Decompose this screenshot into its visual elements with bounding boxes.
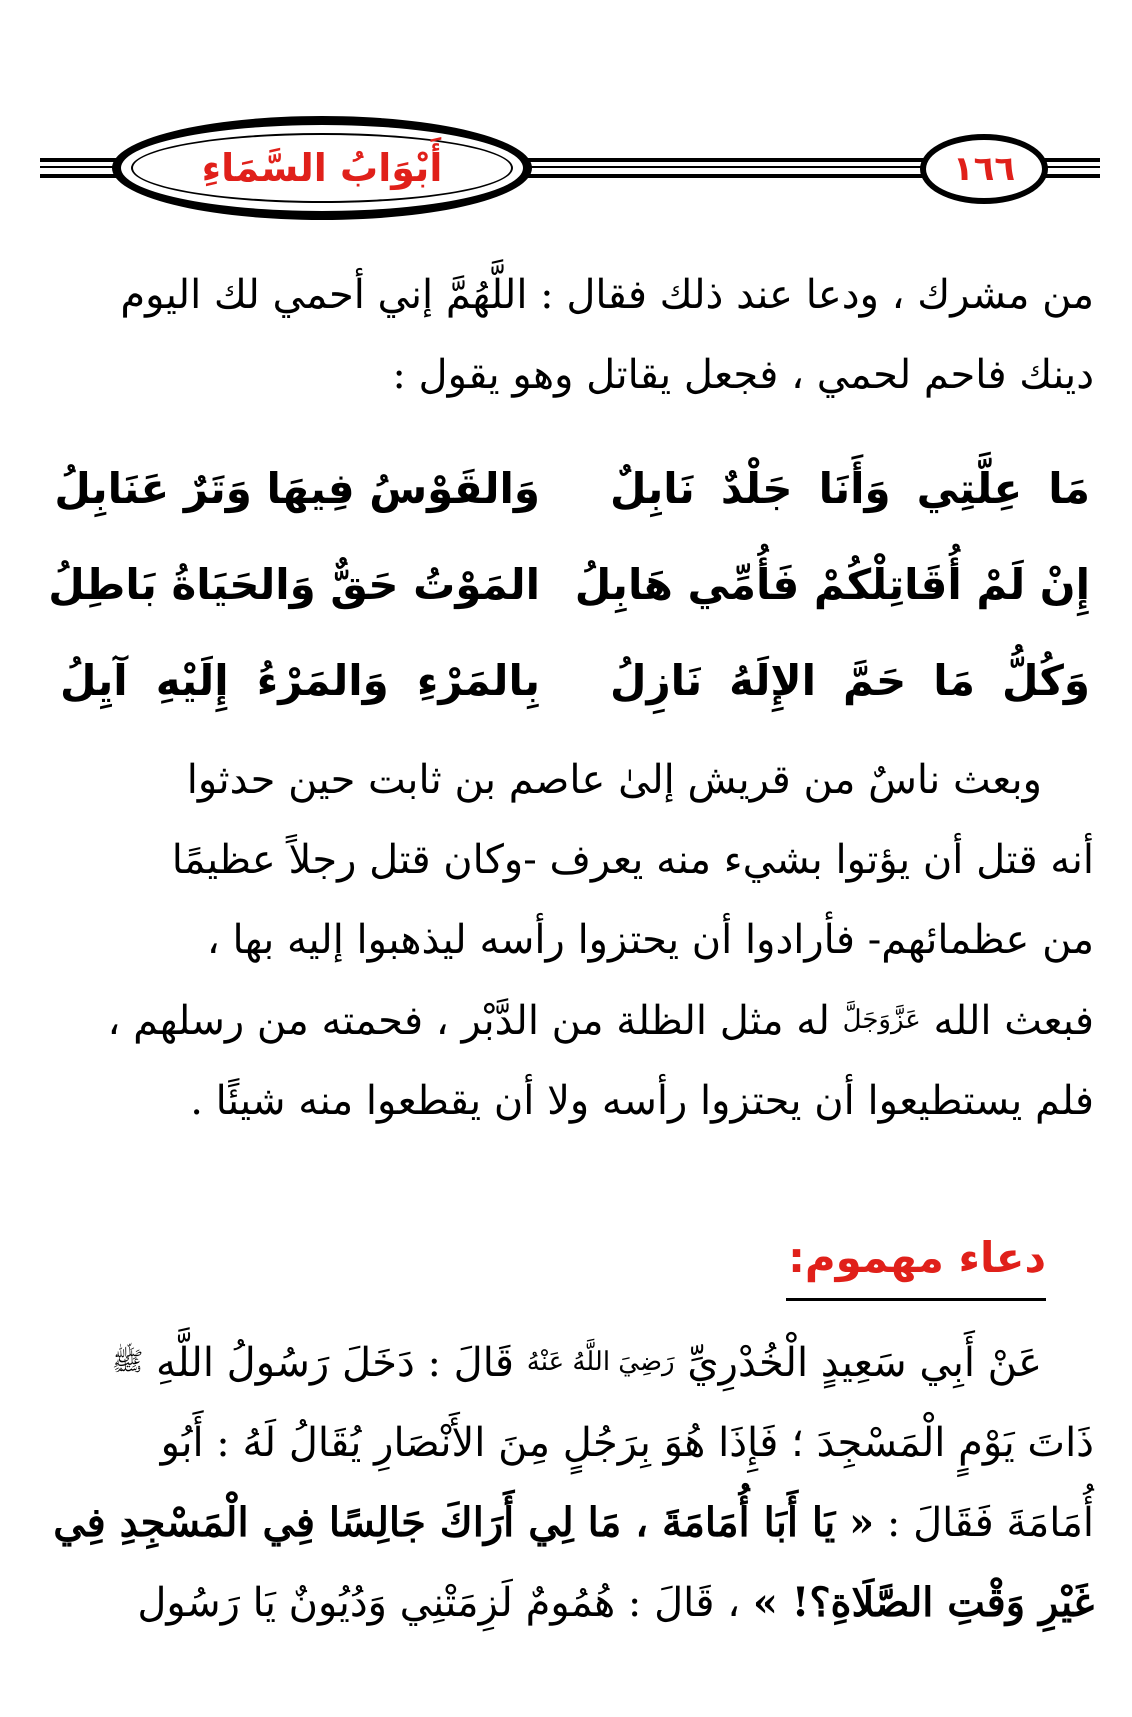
page-number-frame [920, 134, 1048, 204]
page-header [40, 100, 1100, 240]
chapter-title-frame [112, 116, 532, 220]
text-line: فلم يستطيعوا أن يحتزوا رأسه ولا أن يقطعوا منه شيئًا . [190, 1078, 1094, 1124]
quoted-speech: غَيْرِ وَقْتِ الصَّلَاةِ؟! » [752, 1579, 1094, 1626]
verse-second-hemistich: وَالقَوْسُ فِيهَا وَتَرٌ عَنَابِلُ [54, 463, 540, 513]
verse-second-hemistich: المَوْتُ حَقٌّ وَالحَيَاةُ بَاطِلُ [48, 559, 540, 609]
chapter-title: أَبْوَابُ السَّمَاءِ [201, 146, 443, 190]
section-heading [786, 1228, 1046, 1301]
quoted-speech: « يَا أَبَا أُمَامَةَ ، مَا لِي أَرَاكَ جَالِسًا فِي الْمَسْجِدِ فِي [53, 1499, 875, 1546]
poem-verse [60, 632, 1090, 728]
text-line: ذَاتَ يَوْمٍ الْمَسْجِدَ ؛ فَإِذَا هُوَ بِرَجُلٍ مِنَ الأَنْصَارِ يُقَالُ لَهُ : أَبُو [160, 1420, 1094, 1466]
text-line: من عظمائهم- فأرادوا أن يحتزوا رأسه ليذهبوا إليه بها ، [206, 917, 1094, 963]
poem [48, 440, 1090, 728]
verse-first-hemistich: إِنْ لَمْ أُقَاتِلْكُمْ فَأُمِّي هَابِلُ [574, 559, 1090, 609]
text-line: من مشرك ، ودعا عند ذلك فقال : اللَّهُمَّ إني أحمي لك اليوم [120, 272, 1094, 318]
intro-paragraph [44, 255, 1094, 415]
story-paragraph [44, 740, 1094, 1141]
text-segment: عَنْ أَبِي سَعِيدٍ الْخُدْرِيِّ [687, 1340, 1042, 1386]
text-line [44, 1563, 1094, 1643]
hadith-paragraph [44, 1322, 1094, 1643]
honorific-glyph: عَزَّوَجَلَّ [842, 1005, 921, 1035]
poem-verse [48, 536, 1090, 632]
text-line: دينك فاحم لحمي ، فجعل يقاتل وهو يقول : [392, 352, 1094, 398]
text-line: أنه قتل أن يؤتوا بشيء منه يعرف -وكان قتل رجلاً عظيمًا [171, 837, 1094, 883]
section-title: دعاء مهموم: [788, 1233, 1046, 1282]
text-segment: قَالَ : دَخَلَ رَسُولُ اللَّهِ [155, 1340, 515, 1386]
text-segment: له مثل الظلة من الدَّبْر ، فحمته من رسلهم ، [107, 998, 830, 1044]
text-line [44, 1322, 1094, 1403]
text-line: وبعث ناسٌ من قريش إلىٰ عاصم بن ثابت حين حدثوا [186, 757, 1042, 803]
poem-verse [54, 440, 1090, 536]
text-line [44, 1483, 1094, 1563]
text-segment: ، قَالَ : هُمُومٌ لَزِمَتْنِي وَدُيُونٌ يَا رَسُول [137, 1580, 741, 1626]
verse-first-hemistich: مَا عِلَّتِي وَأَنَا جَلْدٌ نَابِلٌ [610, 463, 1090, 513]
text-segment: أُمَامَةَ فَقَالَ : [886, 1500, 1094, 1546]
text-segment: فبعث الله [933, 998, 1094, 1044]
page-number: ١٦٦ [952, 149, 1016, 189]
salutation-glyph: ﷺ [111, 1347, 144, 1377]
honorific-glyph: رَضِيَ اللَّهُ عَنْهُ [526, 1347, 675, 1377]
verse-first-hemistich: وَكُلُّ مَا حَمَّ الإِلَهُ نَازِلُ [610, 655, 1090, 705]
text-line [44, 980, 1094, 1061]
section-underline [786, 1298, 1046, 1301]
verse-second-hemistich: بِالمَرْءِ وَالمَرْءُ إِلَيْهِ آيِلُ [60, 655, 540, 705]
